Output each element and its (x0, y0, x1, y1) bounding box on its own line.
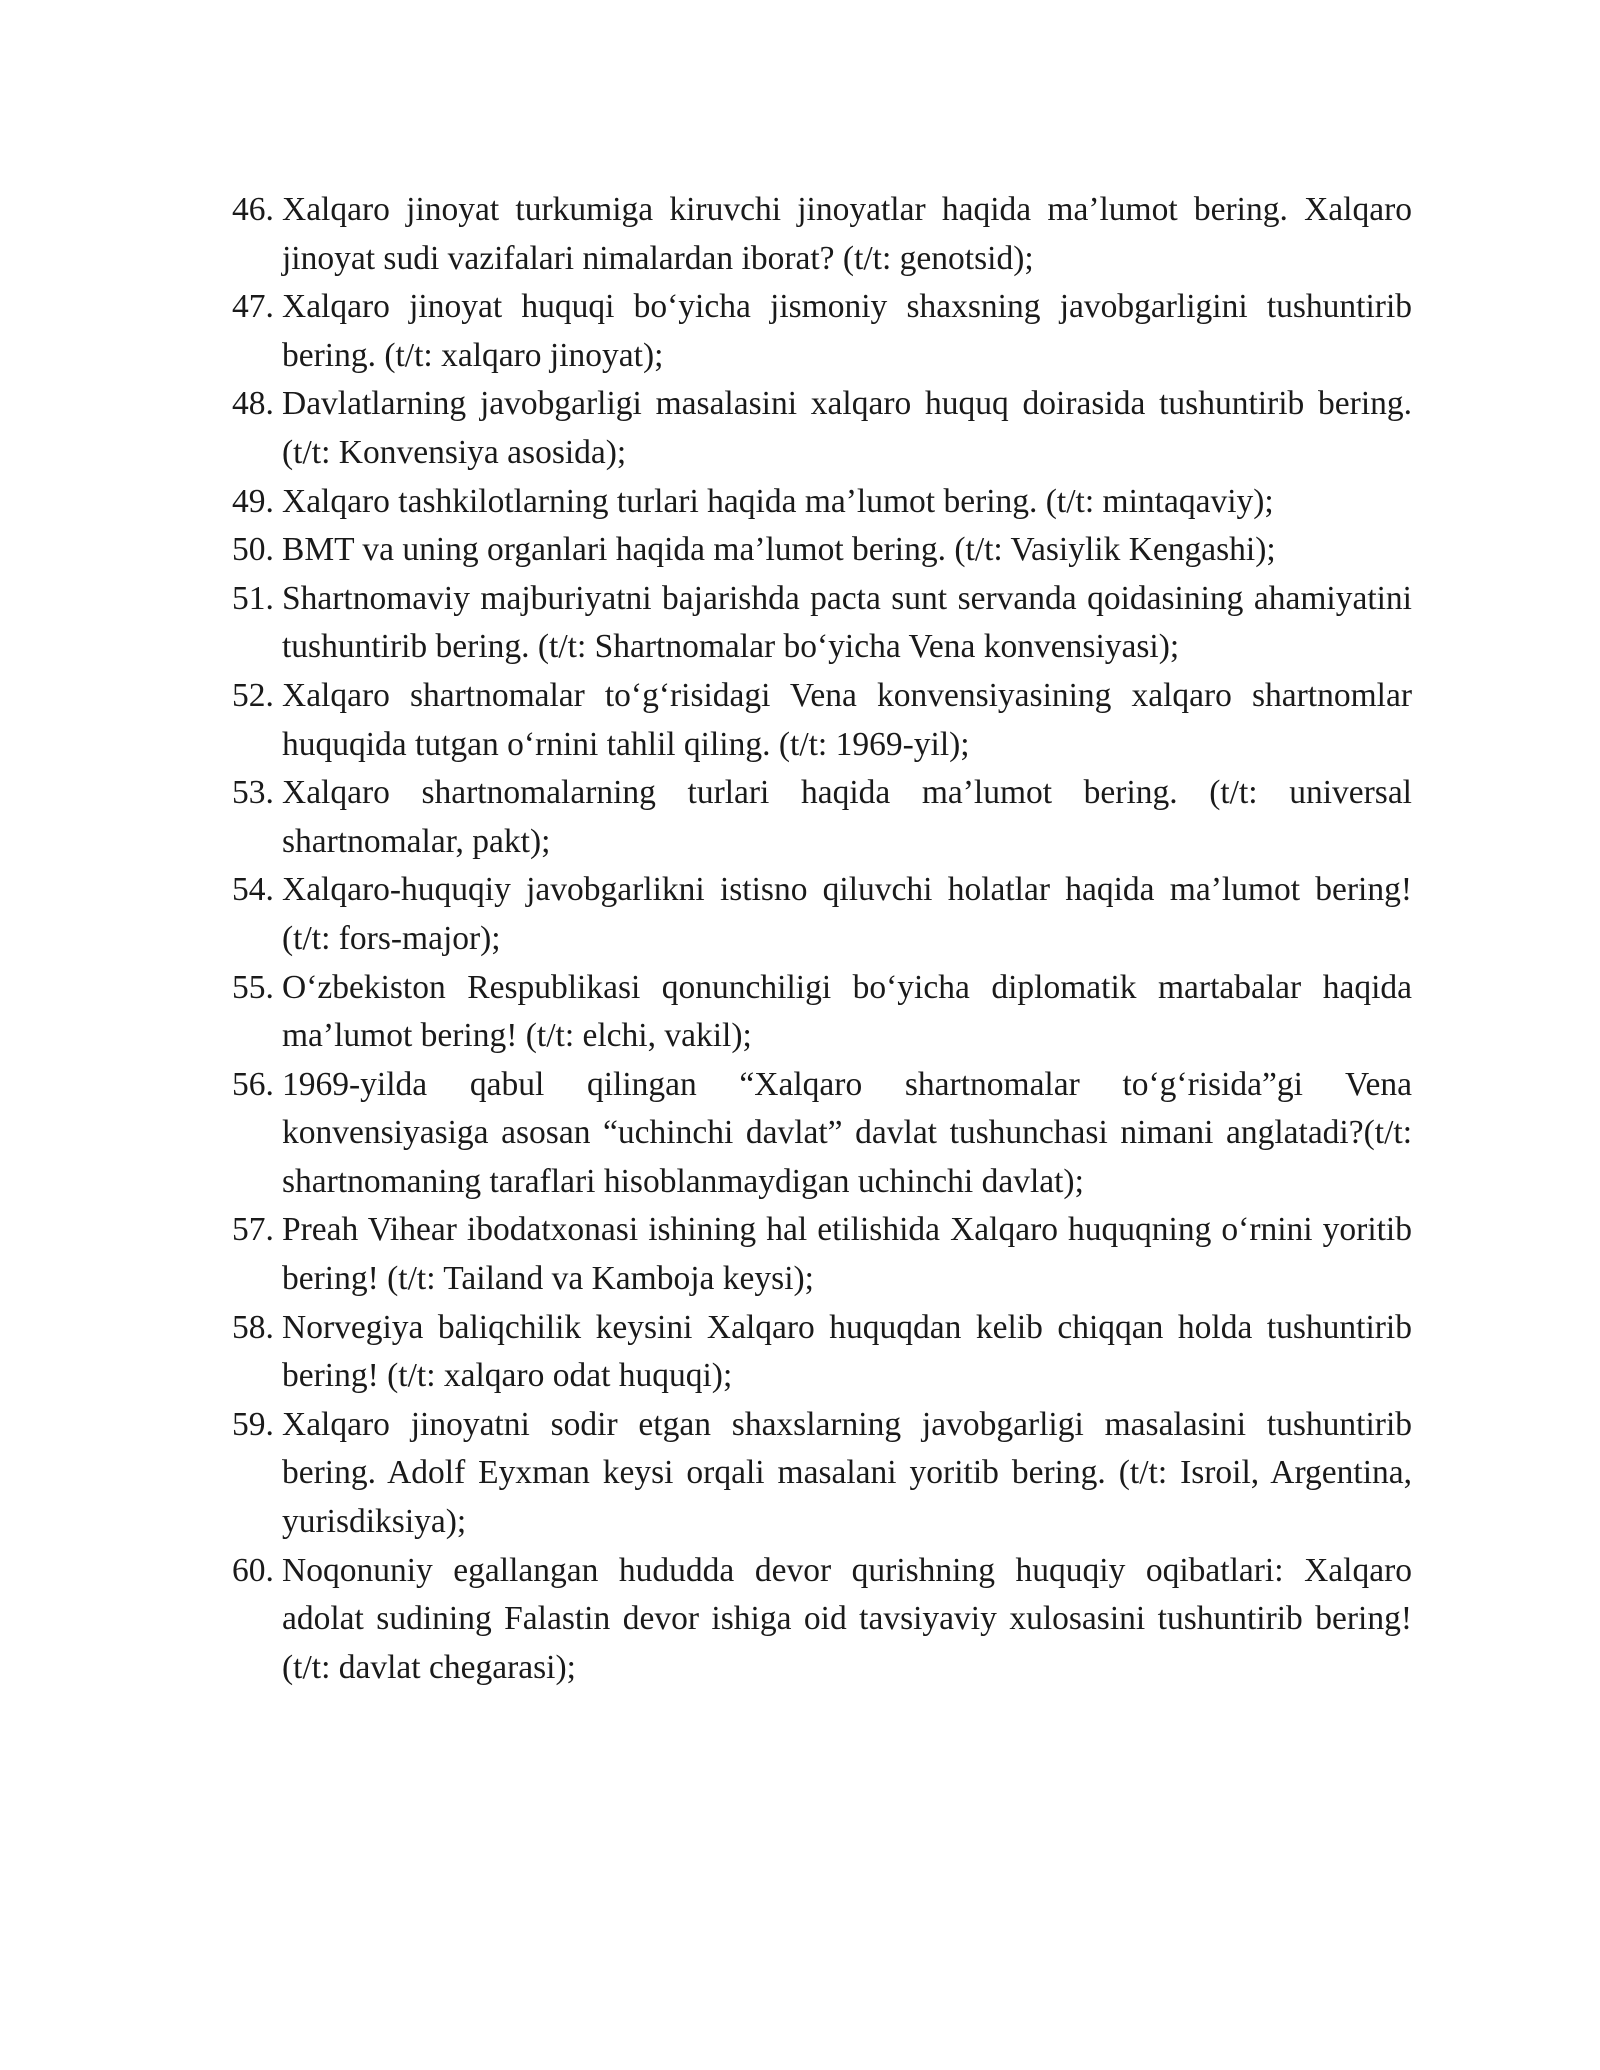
list-item (232, 672, 1412, 769)
item-text: Xalqaro tashkilotlarning turlari haqida ma’lumot bering. (t/t: mintaqaviy); (282, 482, 1274, 520)
item-text: O‘zbekiston Respublikasi qonunchiligi bo‘yicha diplomatik martabalar haqida ma’lumot bering! (t/t: elchi, vakil); (282, 968, 1412, 1055)
item-text: Xalqaro jinoyat turkumiga kiruvchi jinoyatlar haqida ma’lumot bering. Xalqaro jinoyat sudi vazifalari nimalardan iborat? (t/t: genotsid); (282, 191, 1412, 277)
item-number: 57. (232, 1211, 274, 1249)
list-item (232, 526, 1412, 575)
list-item (232, 1206, 1412, 1303)
item-number: 46. (232, 191, 274, 228)
item-text: Norvegiya baliqchilik keysini Xalqaro huquqdan kelib chiqqan holda tushuntirib bering! (t/t: xalqaro odat huquqi); (282, 1308, 1412, 1395)
question-list (232, 186, 1412, 1692)
item-text: Xalqaro shartnomalarning turlari haqida ma’lumot bering. (t/t: universal shartnomalar, pakt); (282, 774, 1412, 860)
list-item (232, 380, 1412, 477)
item-number: 52. (232, 676, 274, 714)
list-item (232, 478, 1412, 527)
item-number: 49. (232, 482, 274, 520)
item-number: 48. (232, 385, 274, 423)
item-number: 56. (232, 1065, 274, 1103)
item-text: Noqonuniy egallangan hududda devor qurishning huquqiy oqibatlari: Xalqaro adolat sudining Falastin devor ishiga oid tavsiyaviy xulosasini tushuntirib bering! (t/t: davlat chegarasi); (282, 1551, 1412, 1686)
list-item (232, 866, 1412, 963)
item-text: Davlatlarning javobgarligi masalasini xalqaro huquq doirasida tushuntirib bering. (t/t: Konvensiya asosida); (282, 385, 1412, 471)
list-item (232, 1401, 1412, 1547)
item-number: 59. (232, 1405, 274, 1443)
item-number: 47. (232, 288, 274, 326)
item-number: 60. (232, 1551, 274, 1589)
item-text: Xalqaro jinoyatni sodir etgan shaxslarning javobgarligi masalasini tushuntirib bering. Adolf Eyxman keysi orqali masalani yoritib bering. (t/t: Isroil, Argentina, yurisdiksiya); (282, 1405, 1412, 1541)
list-item (232, 1547, 1412, 1693)
item-text: Shartnomaviy majburiyatni bajarishda pacta sunt servanda qoidasining ahamiyatini tushuntirib bering. (t/t: Shartnomalar bo‘yicha Vena konvensiyasi); (282, 579, 1412, 666)
item-text: BMT va uning organlari haqida ma’lumot bering. (t/t: Vasiylik Kengashi); (282, 531, 1276, 569)
item-number: 50. (232, 531, 274, 569)
item-number: 54. (232, 871, 274, 909)
list-item (232, 964, 1412, 1061)
item-text: 1969-yilda qabul qilingan “Xalqaro shartnomalar to‘g‘risida”gi Vena konvensiyasiga asosan “uchinchi davlat” davlat tushunchasi nimani anglatadi?(t/t: shartnomaning taraflari hisoblanmaydigan uchinchi davlat); (282, 1065, 1412, 1200)
list-item (232, 186, 1412, 283)
item-number: 55. (232, 968, 274, 1006)
list-item (232, 575, 1412, 672)
item-text: Xalqaro jinoyat huquqi bo‘yicha jismoniy shaxsning javobgarligini tushuntirib bering. (t/t: xalqaro jinoyat); (282, 288, 1412, 374)
list-item (232, 769, 1412, 866)
list-item (232, 1304, 1412, 1401)
item-number: 58. (232, 1308, 274, 1346)
item-text: Xalqaro-huquqiy javobgarlikni istisno qiluvchi holatlar haqida ma’lumot bering! (t/t: fors-major); (282, 871, 1412, 957)
list-item (232, 283, 1412, 380)
item-number: 51. (232, 579, 274, 617)
item-text: Preah Vihear ibodatxonasi ishining hal etilishida Xalqaro huquqning o‘rnini yoritib bering! (t/t: Tailand va Kamboja keysi); (282, 1211, 1412, 1298)
item-number: 53. (232, 774, 274, 812)
list-item (232, 1061, 1412, 1207)
item-text: Xalqaro shartnomalar to‘g‘risidagi Vena konvensiyasining xalqaro shartnomlar huquqida tutgan o‘rnini tahlil qiling. (t/t: 1969-yil); (282, 676, 1412, 763)
